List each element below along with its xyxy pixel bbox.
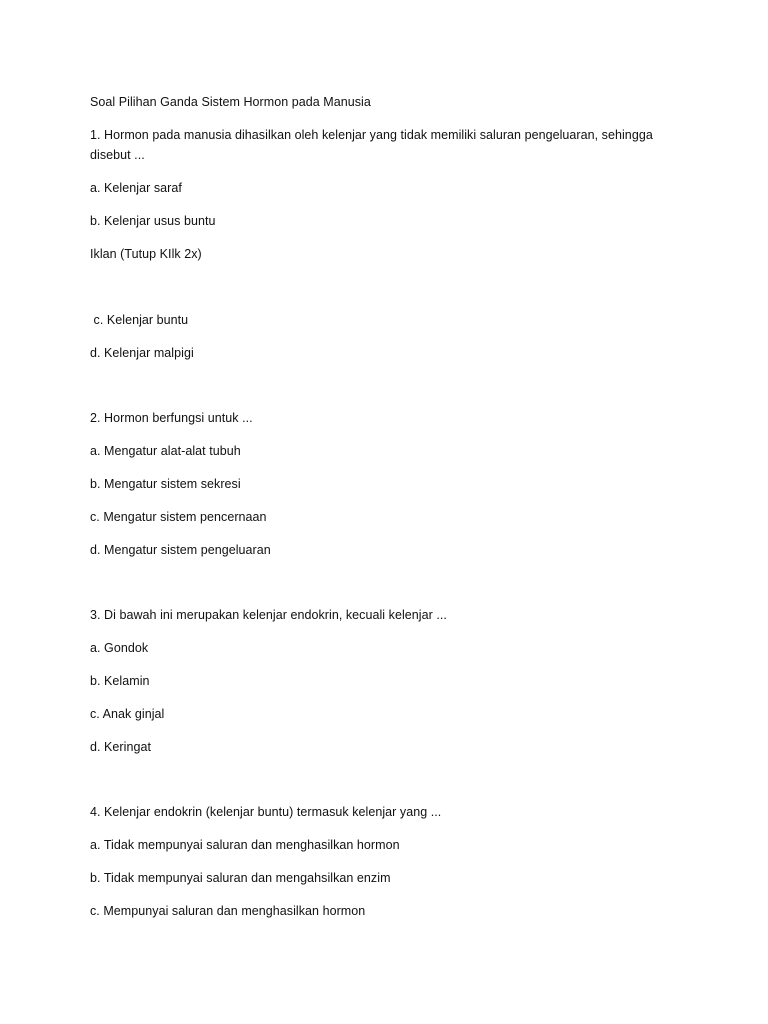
question-3-option-b: b. Kelamin: [90, 674, 150, 688]
question-3-option-a: a. Gondok: [90, 641, 149, 655]
ad-close-notice[interactable]: Iklan (Tutup KIlk 2x): [90, 247, 202, 261]
question-1-text: 1. Hormon pada manusia dihasilkan oleh kelenjar yang tidak memiliki saluran pengeluaran, sehingga disebut ...: [90, 128, 653, 162]
question-3-option-d: d. Keringat: [90, 740, 152, 754]
question-1-option-a: a. Kelenjar saraf: [90, 181, 182, 195]
document-title: Soal Pilihan Ganda Sistem Hormon pada Manusia: [90, 95, 371, 109]
question-2-option-a: a. Mengatur alat-alat tubuh: [90, 444, 241, 458]
question-4-option-a: a. Tidak mempunyai saluran dan menghasilkan hormon: [90, 838, 400, 852]
question-2-option-c: c. Mengatur sistem pencernaan: [90, 510, 267, 524]
question-4-option-c: c. Mempunyai saluran dan menghasilkan hormon: [90, 904, 366, 918]
question-2-option-d: d. Mengatur sistem pengeluaran: [90, 543, 271, 557]
question-2-text: 2. Hormon berfungsi untuk ...: [90, 411, 253, 425]
question-1-option-c: c. Kelenjar buntu: [90, 313, 189, 327]
question-3-option-c: c. Anak ginjal: [90, 707, 165, 721]
question-1-option-b: b. Kelenjar usus buntu: [90, 214, 216, 228]
question-3-text: 3. Di bawah ini merupakan kelenjar endokrin, kecuali kelenjar ...: [90, 608, 447, 622]
question-2-option-b: b. Mengatur sistem sekresi: [90, 477, 241, 491]
question-4-option-b: b. Tidak mempunyai saluran dan mengahsilkan enzim: [90, 871, 391, 885]
question-4-text: 4. Kelenjar endokrin (kelenjar buntu) termasuk kelenjar yang ...: [90, 805, 442, 819]
question-1-option-d: d. Kelenjar malpigi: [90, 346, 194, 360]
